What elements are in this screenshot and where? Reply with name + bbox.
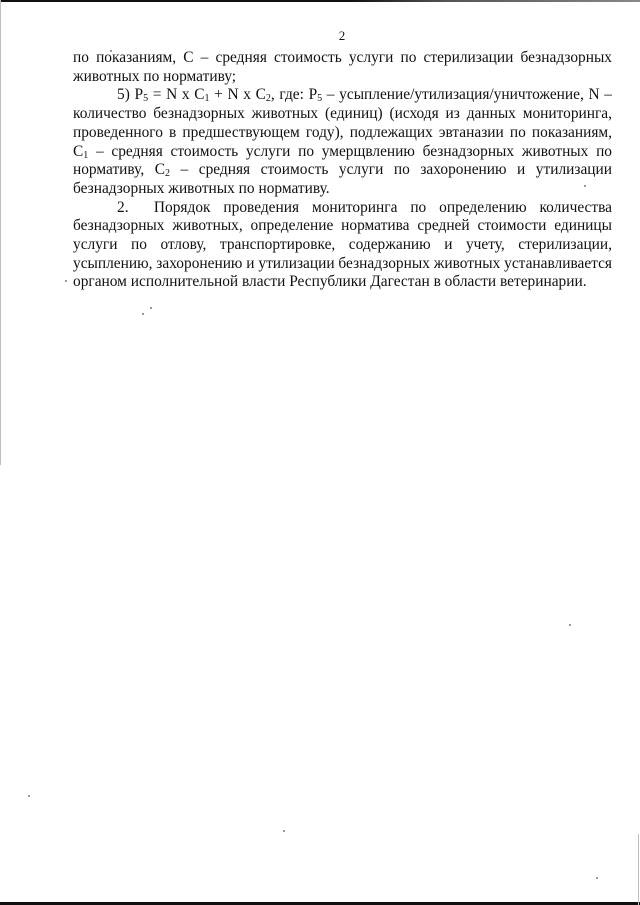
scan-edge-top [0, 0, 640, 2]
page-number: 2 [338, 28, 346, 43]
paragraph-text: – усыпление/утилизация/уничтожение, N – количество безнадзорных животных (единиц) (исходя из данных мониторинга, проведенного в предшествующем году), подлежащих эвтаназии по показаниям, C [73, 86, 612, 160]
paragraph-text: Порядок проведения мониторинга по определению количества безнадзорных животных, определение норматива средней стоимости единицы услуги по отлову, транспортировке, содержанию и учету, стерилизации, усыплению, захоронению и утилизации безнадзорных животных устанавливается органом исполнительной власти Республики Дагестан в области ветеринарии. [73, 198, 612, 291]
scan-speck [65, 280, 67, 282]
scan-speck [28, 795, 30, 797]
paragraph-section-2 [73, 199, 612, 293]
scan-speck [150, 307, 152, 309]
paragraph-text: – средняя стоимость услуги по захоронению и утилизации безнадзорных животных по нормативу. [73, 161, 613, 197]
scan-edge-left [0, 0, 1, 465]
formula: $P_5 = N$ x $C_1 + N$ x $C_2$, где: $P_5$ [134, 86, 323, 105]
scan-speck [283, 830, 285, 832]
scan-speck [596, 877, 598, 879]
document-body [73, 49, 612, 292]
item-label: 5) [117, 86, 130, 104]
scan-edge-right [638, 834, 639, 905]
section-number: 2. [117, 198, 129, 216]
scan-speck [569, 624, 571, 626]
scan-speck [142, 313, 144, 315]
paragraph-text: – средняя стоимость услуги по умерщвлению безнадзорных животных по нормативу, C [73, 142, 612, 179]
paragraph-item-5: 5) $P_5 = N$ x $C_1 + N$ x $C_2$, где: $P_5$ – усыпление/утилизация/уничтожение, N – количество безнадзорных животных (единиц) (исходя из данных мониторинга, проведенного в предшествующем году), подлежащих эвтаназии по показаниям, $C_1$ – средняя стоимость услуги по умерщвлению безнадзорных животных по нормативу, $C_2$ – средняя стоимость услуги по захоронению и утилизации безнадзорных животных по нормативу. [73, 86, 613, 197]
paragraph-continuation [73, 49, 612, 86]
paragraph-text: по показаниям, С – средняя стоимость услуги по стерилизации безнадзорных животных по нормативу; [73, 49, 612, 85]
